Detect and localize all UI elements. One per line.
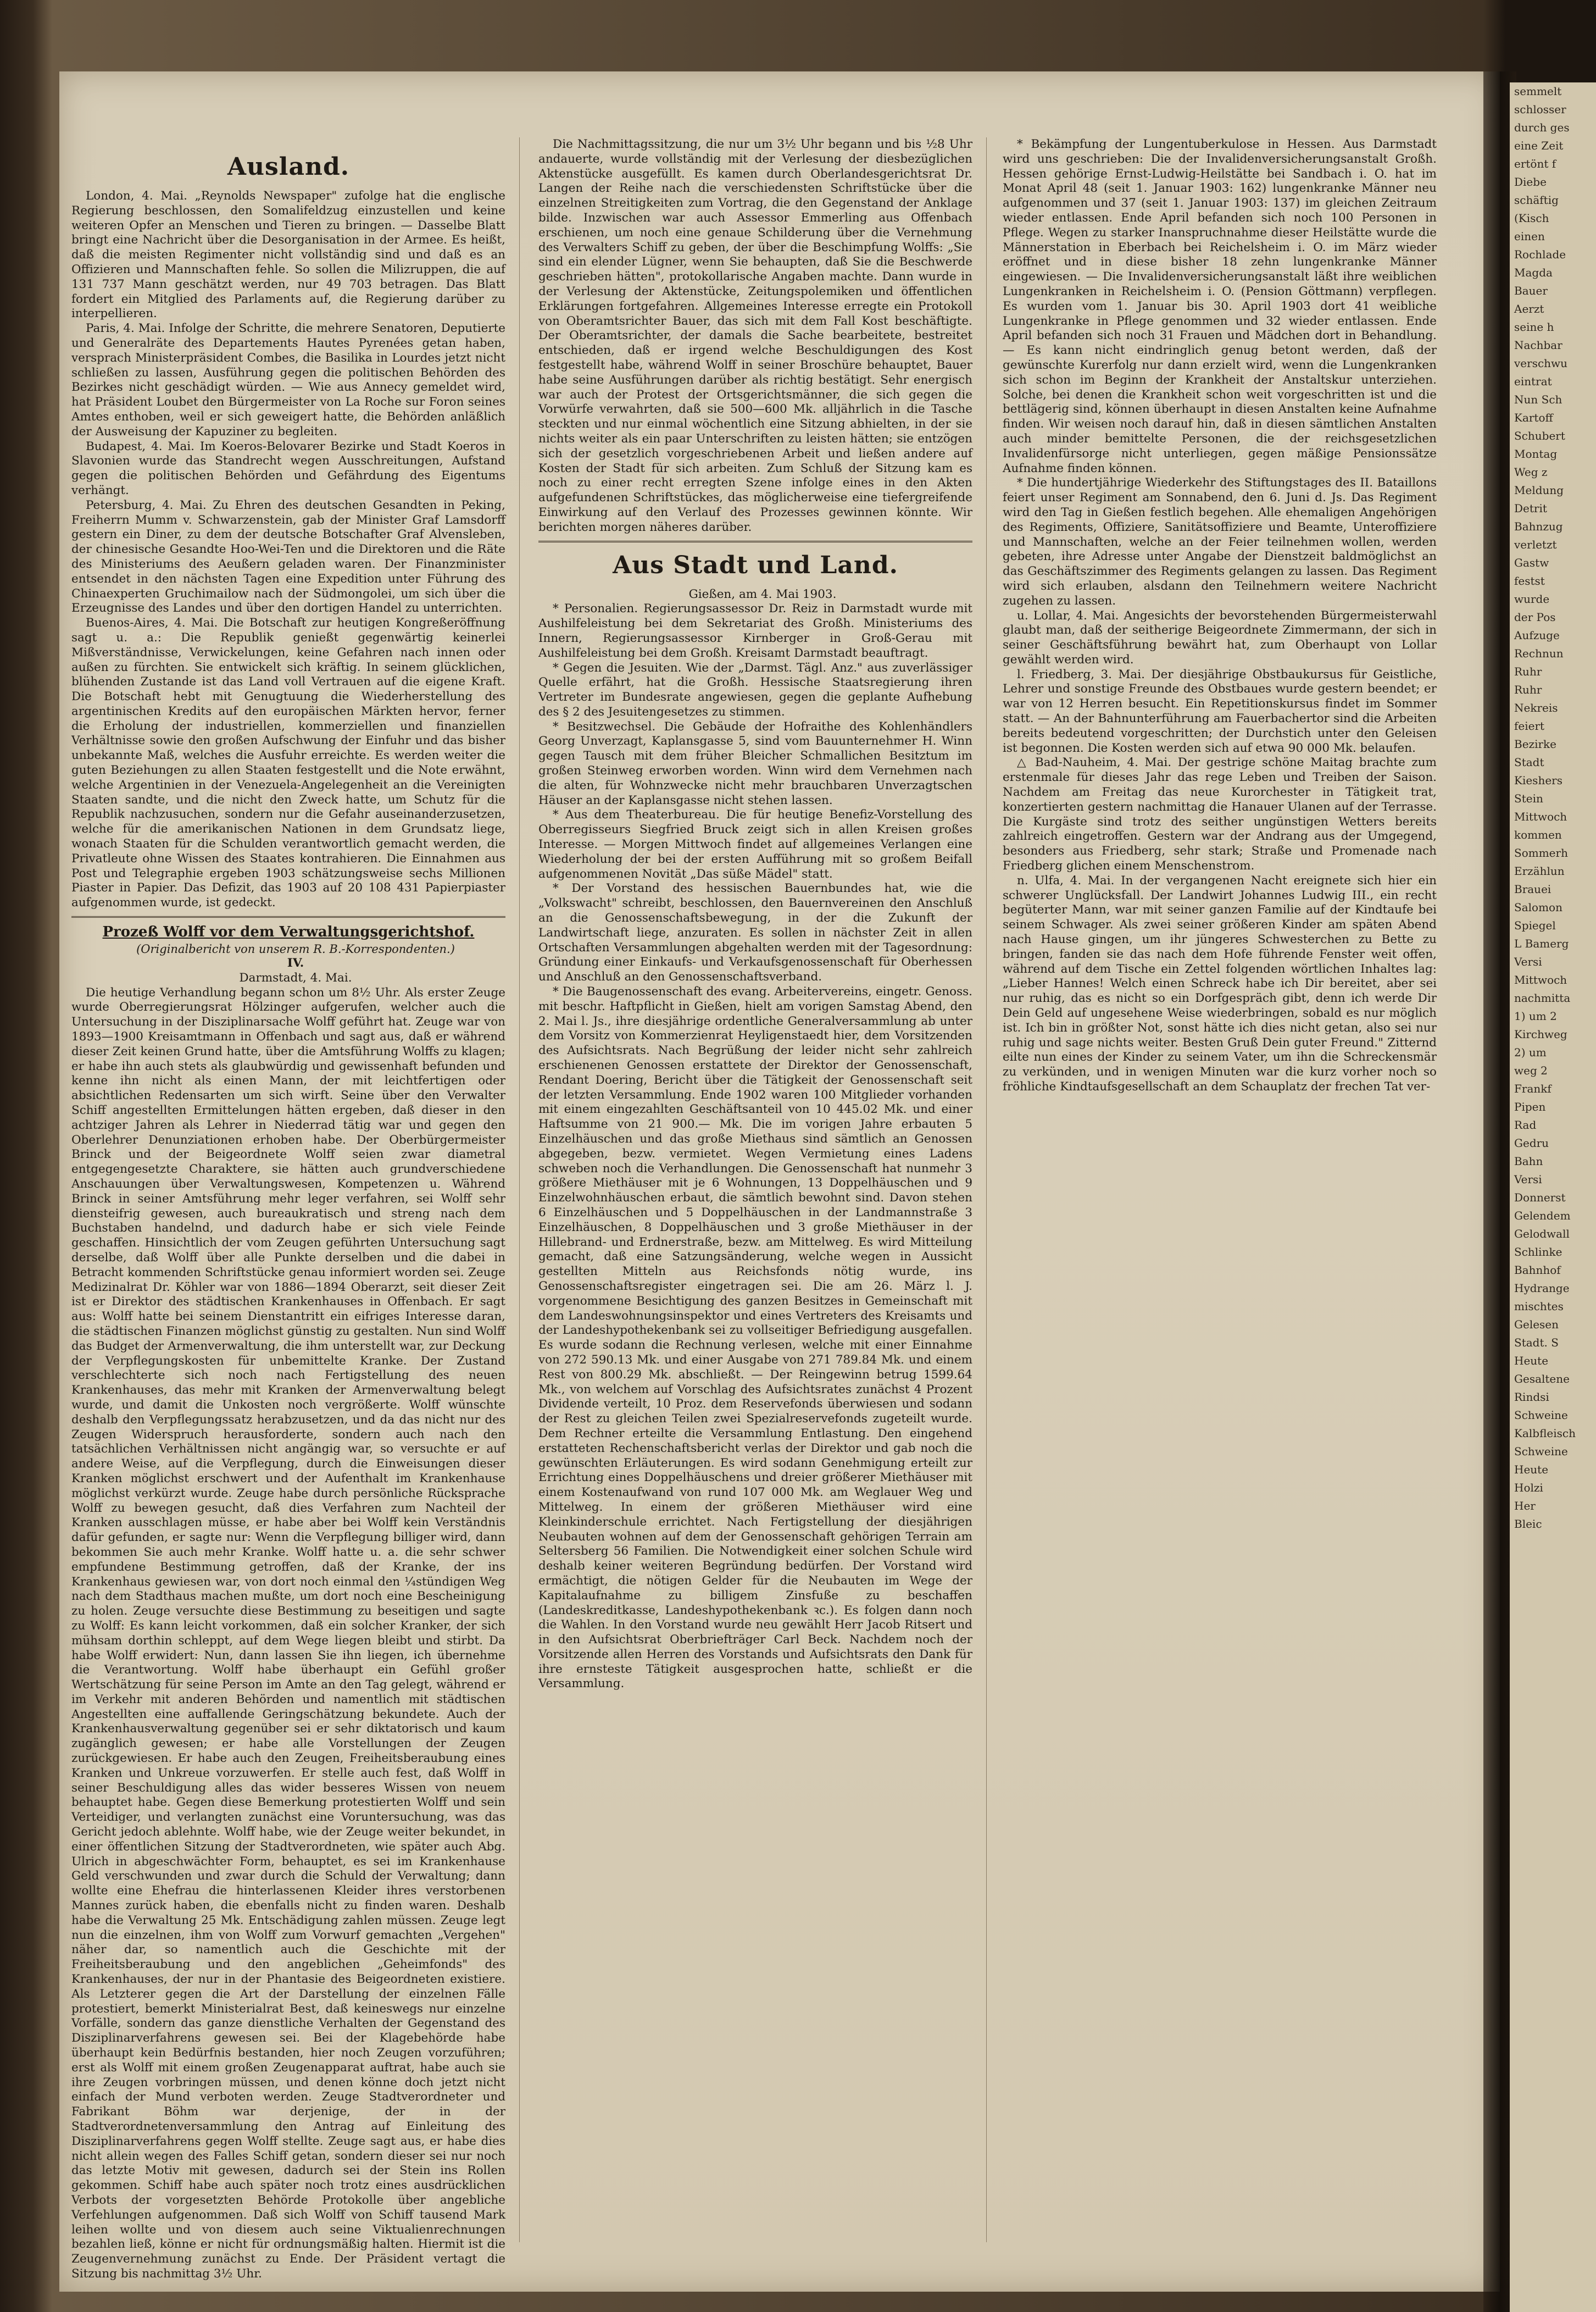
adjacent-page-edge: [1510, 82, 1596, 2312]
adjacent-page-line: Rechnun: [1514, 647, 1564, 660]
adjacent-page-line: Bahnhof: [1514, 1263, 1561, 1277]
adjacent-page-line: der Pos: [1514, 611, 1556, 624]
adjacent-page-line: festst: [1514, 574, 1545, 587]
article-paragraph: Petersburg, 4. Mai. Zu Ehren des deutschen Gesandten in Peking, Freiherrn Mumm v. Schwarzenstein, gab der Minister Graf Lamsdorff gestern ein Diner, zu dem der deutsche Botschafter Graf Alvensleben, der chinesische Gesandte Hoo-Wei-Ten und die Direktoren und die Räte des Ministeriums des Aeußern geladen waren. Der Finanzminister entsendet in den nächsten Tagen eine Expedition unter Führung des Chinaexperten Gruchimailow nach der Südmongolei, um sich über die Erzeugnisse des Landes und über den dortigen Handel zu unterrichten.: [71, 498, 505, 616]
article-number: IV.: [287, 956, 304, 971]
adjacent-page-line: Aufzuge: [1514, 629, 1560, 642]
article-paragraph: * Besitzwechsel. Die Gebäude der Hofraithe des Kohlenhändlers Georg Unverzagt, Kaplansgasse 5, sind vom Bauunternehmer H. Winn gegen Tausch mit dem früher Bleicher Schmallichen Besitztum im großen Steinweg erworben worden. Winn wird dem Vernehmen nach die alten, für Wohnzwecke nicht mehr brauchbaren Unverzagtschen Häuser an der Kaplansgasse nicht stehen lassen.: [538, 719, 972, 807]
adjacent-page-line: Heute: [1514, 1354, 1549, 1367]
adjacent-page-line: schlosser: [1514, 103, 1566, 116]
adjacent-page-line: Stadt: [1514, 756, 1544, 769]
adjacent-page-line: Spiegel: [1514, 919, 1556, 932]
adjacent-page-line: Nun Sch: [1514, 393, 1562, 406]
adjacent-page-line: wurde: [1514, 592, 1550, 606]
adjacent-page-line: eine Zeit: [1514, 139, 1564, 152]
adjacent-page-line: Weg z: [1514, 465, 1548, 479]
article-paragraph: u. Lollar, 4. Mai. Angesichts der bevorstehenden Bürgermeisterwahl glaubt man, daß der seitherige Beigeordnete Zimmermann, der sich in seiner Geschäftsführung bewährt hat, zum Oberhaupt von Lollar gewählt werden wird.: [1003, 608, 1437, 667]
article-paragraph: l. Friedberg, 3. Mai. Der diesjährige Obstbaukursus für Geistliche, Lehrer und sonstige Freunde des Obstbaues wurde gestern beendet; er war von 12 Herren besucht. Ein Repetitionskursus findet im Sommer statt. — An der Bahnunterführung am Fauerbachertor sind die Arbeiten bereits bedeutend vorgeschritten; der Durchstich unter den Geleisen ist begonnen. Die Kosten werden sich auf etwa 90 000 Mk. belaufen.: [1003, 667, 1437, 755]
column-1: [71, 144, 505, 2281]
adjacent-page-line: Versi: [1514, 1173, 1542, 1186]
adjacent-page-line: Erzählun: [1514, 864, 1565, 878]
adjacent-page-line: Gelendem: [1514, 1209, 1571, 1222]
article-paragraph: * Die Baugenossenschaft des evang. Arbeitervereins, eingetr. Genoss. mit beschr. Haftpflicht in Gießen, hielt am vorigen Samstag Abend, den 2. Mai l. Js., ihre diesjährige ordentliche Generalversammlung ab unter dem Vorsitz von Kommerzienrat Heyligenstaedt hier, dem Vorsitzenden des Aufsichtsrats. Nach Begrüßung der leider nicht sehr zahlreich erschienenen Genossen erstattete der Direktor der Genossenschaft, Rendant Doering, Bericht über die Tätigkeit der Genossenschaft seit der letzten Versammlung. Ende 1902 waren 100 Mitglieder vorhanden mit einem eingezahlten Geschäftsanteil von 10 445.02 Mk. und einer Haftsumme von 21 900.— Mk. Die im vorigen Jahre erbauten 5 Einzelhäuschen und das große Miethaus sind sämtlich an Genossen abgegeben, bezw. vermietet. Wegen Vermietung eines Ladens schweben noch die Verhandlungen. Die Genossenschaft hat nunmehr 3 größere Miethäuser mit je 6 Wohnungen, 13 Doppelhäuschen und 9 Einzelwohnhäuschen erbaut, die sämtlich bewohnt sind. Davon stehen 6 Einzelhäuschen und 5 Doppelhäuschen in der Landmannstraße 3 Einzelhäuschen, 8 Doppelhäuschen und 3 große Miethäuser in der Hillebrand- und Erdnerstraße, bezw. am Mittelweg. Es wird Mitteilung gemacht, daß eine Satzungsänderung, welche wegen in Aussicht gestellten Mitteln aus Reichsfonds nötig wurde, ins Genossenschaftsregister eingetragen sei. Die am 26. März l. J. vorgenommene Besichtigung des ganzen Besitzes in Gemeinschaft mit dem Landeswohnungsinspektor und eines Vertreters des Kreisamts und der Landeshypothekenbank sei zu vollseitiger Befriedigung ausgefallen. Es wurde sodann die Rechnung verlesen, welche mit einer Einnahme von 272 590.13 Mk. und einer Ausgabe von 271 789.84 Mk. und einem Rest von 800.29 Mk. abschließt. — Der Reingewinn betrug 1599.64 Mk., von welchem auf Vorschlag des Aufsichtsrates zunächst 4 Prozent Dividende verteilt, 10 Proz. dem Reservefonds überwiesen und sodann der Rest zu gleichen Teilen zwei Spezialreservefonds zugeteilt wurde. Dem Rechner erteilte die Versammlung Entlastung. Den eingehend erstatteten Rechenschaftsbericht verlas der Direktor und gab noch die gewünschten Erläuterungen. Es wird sodann Genehmigung erteilt zur Errichtung eines Doppelhäuschens und dreier größerer Miethäuser mit einem Kostenaufwand von rund 107 000 Mk. am Weglauer Weg und Mittelweg. In einem der größeren Miethäuser wird eine Kleinkinderschule errichtet. Nach Fertigstellung der diesjährigen Neubauten wohnen auf dem der Genossenschaft gehörigen Terrain am Seltersberg 56 Familien. Die Notwendigkeit einer solchen Schule wird deshalb keiner weiteren Begründung bedürfen. Der Vorstand wird ermächtigt, die nötigen Gelder für die Neubauten im Wege der Kapitalaufnahme zu billigem Zinsfuße zu beschaffen (Landeskreditkasse, Landeshypothekenbank ꝛc.). Es folgen dann noch die Wahlen. In den Vorstand wurde neu gewählt Herr Jacob Ritsert und in den Aufsichtsrat Oberbriefträger Carl Beck. Nachdem noch der Vorsitzende allen Herren des Vorstands und Aufsichtsrats den Dank für ihre ernsteste Tätigkeit ausgesprochen hatte, schließt er die Versammlung.: [538, 985, 972, 1691]
adjacent-page-line: Salomon: [1514, 901, 1562, 914]
adjacent-page-line: semmelt: [1514, 85, 1562, 98]
article-dateline: Darmstadt, 4. Mai.: [239, 971, 352, 985]
column-3-flow: [1003, 137, 1437, 1095]
section-rule: [538, 541, 972, 542]
adjacent-page-line: 1) um 2: [1514, 1010, 1557, 1023]
adjacent-page-line: Nekreis: [1514, 701, 1558, 714]
adjacent-page-line: Meldung: [1514, 484, 1564, 497]
adjacent-page-line: Mittwoch: [1514, 810, 1567, 823]
adjacent-page-line: Mittwoch: [1514, 973, 1567, 986]
adjacent-page-line: Kartoff: [1514, 411, 1553, 424]
adjacent-page-line: Heute: [1514, 1463, 1549, 1476]
adjacent-page-line: Sommerh: [1514, 846, 1568, 860]
article-paragraph: Die heutige Verhandlung begann schon um 8½ Uhr. Als erster Zeuge wurde Oberregierungsrat Hölzinger aufgerufen, welcher auch die Untersuchung in der Disziplinarsache Wolff geführt hat. Zeuge war von 1893—1900 Kreisamtmann in Offenbach und sagt aus, daß er während dieser Zeit keinen Grund hatte, über die Amtsführung Wolffs zu klagen; er habe ihn auch stets als glaubwürdig und gewissenhaft befunden und kenne ihn nicht als einen Mann, der mit leichtfertigen oder absichtlichen Redensarten um sich wirft. Seine über den Verwalter Schiff angestellten Ermittelungen hätten ergeben, daß dieser in den achtziger Jahren als Lehrer in Niederrad tätig war und gegen den Oberlehrer Denunziationen erhoben habe. Der Oberbürgermeister Brinck und der Beigeordnete Wolff seien zwar diametral entgegengesetzte Charaktere, sie hätten auch grundverschiedene Anschauungen über Verwaltungswesen, Kompetenzen u. Während Brinck in seiner Amtsführung mehr leger verfahren, sei Wolff sehr diensteifrig gewesen, auch bureaukratisch und streng nach dem Buchstaben handelnd, und dadurch habe er sich viele Feinde geschaffen. Hinsichtlich der vom Zeugen geführten Untersuchung sagt derselbe, daß Wolff über alle Punkte derselben und die dabei in Betracht kommenden Schriftstücke genau informiert worden sei. Zeuge Medizinalrat Dr. Köhler war von 1886—1894 Oberarzt, seit dieser Zeit ist er Direktor des städtischen Krankenhauses in Offenbach. Er sagt aus: Wolff hatte bei seinem Dienstantritt ein eifriges Interesse daran, die städtischen Finanzen möglichst günstig zu gestalten. Nun sind Wolff das Budget der Armenverwaltung, die ihm unterstellt war, zur Deckung der Verpflegungskosten für unbemittelte Kranke. Der Zustand verschlechterte sich noch nach Fertigstellung des neuen Krankenhauses, das mehr mit Kranken der Armenverwaltung belegt wurde, und damit die Unkosten noch vergrößerte. Wolff wünschte deshalb den Verpflegungssatz herabzusetzen, und da das nicht nur des Zeugen Widerspruch herausforderte, sondern auch nach den tatsächlichen Verhältnissen nicht angängig war, so versuchte er auf andere Weise, auf die Verpflegung, durch die Einweisungen dieser Kranken möglichst erschwert und der Aufenthalt im Krankenhause möglichst verkürzt wurde. Zeuge habe durch persönliche Rücksprache Wolff zu bewegen gesucht, daß dies Verfahren zum Nachteil der Kranken ausschlagen müsse, er habe aber bei Wolff kein Verständnis dafür gefunden, er sagte nur: Wenn die Verpflegung billiger wird, dann bekommen Sie auch mehr Kranke. Wolff hatte u. a. die sehr schwer empfundene Bestimmung getroffen, daß der Kranke, der ins Krankenhaus gewiesen war, von dort noch einmal den ¼stündigen Weg nach dem Stadthaus machen mußte, um dort noch eine Bescheinigung zu holen. Zeuge versuchte diese Bestimmung zu beseitigen und sagte zu Wolff: Es kann leicht vorkommen, daß ein solcher Kranker, der sich mühsam dorthin schleppt, auf dem Wege liegen bleibt und stirbt. Da habe Wolff erwidert: Nun, dann lassen Sie ihn liegen, ich übernehme die Verantwortung. Wolff habe überhaupt ein Gefühl großer Wertschätzung für seine Person im Amte an den Tag gelegt, während er im Verkehr mit anderen Behörden und namentlich mit städtischen Angestellten eine auffallende Geringschätzung bekundete. Auch der Krankenhausverwaltung gegenüber sei er sehr diktatorisch und kaum zugänglich gewesen; er habe alle Vorstellungen der Zeugen zurückgewiesen. Er habe auch den Zeugen, Freiheitsberaubung eines Kranken und Unkreue vorzuwerfen. Er stelle auch fest, daß Wolff in seiner Beschuldigung alles das wider besseres Wissen von neuem behauptet habe. Gegen diese Bemerkung protestierten Wolff und sein Verteidiger, und verlangten zunächst eine Voruntersuchung, was das Gericht jedoch ablehnte. Wolff habe, wie der Zeuge weiter bekundet, in einer öffentlichen Sitzung der Stadtverordneten, wie später auch Abg. Ulrich in abgeschwächter Form, behauptet, es sei im Krankenhause Geld verschwunden und zwar durch die Schuld der Verwaltung; dann wollte eine Ehefrau die hinterlassenen Kleider ihres verstorbenen Mannes zurück haben, die ebenfalls nicht zu finden waren. Deshalb habe die Verwaltung 25 Mk. Entschädigung zahlen müssen. Zeuge legt nun die einzelnen, ihm von Wolff zum Vorwurf gemachten „Vergehen" näher dar, so namentlich auch die Geschichte mit der Freiheitsberaubung und den angeblichen „Geheimfonds" des Krankenhauses, der nur in der Phantasie des Beigeordneten existiere. Als Letzterer gegen die Art der Darstellung der einzelnen Fälle protestiert, bemerkt Ministerialrat Best, daß keineswegs nur einzelne Vorfälle, sondern das ganze dienstliche Verhalten der Gegenstand des Disziplinarverfahrens gewesen sei. Bei der Klagebehörde habe überhaupt kein Bedürfnis bestanden, hier noch Zeugen vorzuführen; erst als Wolff mit einem großen Zeugenapparat auftrat, habe auch sie ihre Zeugen vorbringen müssen, und denen könne doch jetzt nicht einfach der Mund verboten werden. Zeuge Stadtverordneter und Fabrikant Böhm war derjenige, der in der Stadtverordnetenversammlung den Antrag auf Einleitung des Disziplinarverfahrens gegen Wolff stellte. Zeuge sagt aus, er habe dies nicht allein wegen des Falles Schiff getan, sondern dieser sei nur noch das letzte Motiv mit gewesen, dadurch sei der Stein ins Rollen gekommen. Schiff habe auch später noch trotz eines ausdrücklichen Verbots der vorgesetzten Behörde Protokolle über angebliche Verfehlungen aufgenommen. Daß sich Wolff von Schiff tausend Mark leihen wollte und von diesem auch seine Viktualienrechnungen bezahlen ließ, könne er nicht für ordnungsmäßig halten. Hiermit ist die Zeugenvernehmung zunächst zu Ende. Der Präsident vertagt die Sitzung bis nachmittag 3½ Uhr.: [71, 985, 505, 2281]
adjacent-page-line: Bahnzug: [1514, 520, 1563, 533]
adjacent-page-line: Gelodwall: [1514, 1227, 1570, 1240]
adjacent-page-line: Bleic: [1514, 1517, 1542, 1531]
adjacent-page-line: L Bamerg: [1514, 937, 1569, 950]
article-dateline: Gießen, am 4. Mai 1903.: [688, 587, 837, 601]
adjacent-page-line: kommen: [1514, 828, 1562, 841]
article-paragraph: Budapest, 4. Mai. Im Koeros-Belovarer Bezirke und Stadt Koeros in Slavonien wurde das Standrecht wegen Ausschreitungen, Aufstand gegen die politischen Behörden und Gefährdung des Eigentums verhängt.: [71, 439, 505, 497]
article-paragraph: n. Ulfa, 4. Mai. In der vergangenen Nacht ereignete sich hier ein schwerer Unglücksfall. Der Landwirt Johannes Ludwig III., ein recht begüterter Mann, war mit seiner ganzen Familie auf der Kindtaufe bei seinem Schwager. Als zwei seiner größeren Kinder am späten Abend nach Hause gingen, um ihr jüngeres Schwesterchen zu Bette zu bringen, fanden sie das nach dem Hofe führende Fenster weit offen, während auf dem Tische ein Zettel folgenden wörtlichen Inhaltes lag: „Lieber Hannes! Welch einen Schreck habe ich Dir bereitet, aber sei nur ruhig, das es nicht so ein Dorfgespräch gibt, denn ich werde Dir Dein Geld auf ungesehene Weise wiederbringen, sobald es nur möglich ist. Ich bin in größter Not, sonst hätte ich dies nicht getan, also sei nur ruhig und sage nichts weiter. Besten Gruß Dein guter Freund." Zitternd eilte nun eines der Kinder zu seinem Vater, um ihn die Schreckensmär zu verkünden, und in wenigen Minuten war die kurz vorher noch so fröhliche Kindtaufsgesellschaft an dem Schauplatz der frechen Tat ver-: [1003, 873, 1437, 1094]
article-paragraph: △ Bad-Nauheim, 4. Mai. Der gestrige schöne Maitag brachte zum erstenmale für dieses Jahr das rege Leben und Treiben der Saison. Nachdem am Freitag das neue Kurorchester in Tätigkeit trat, konzertierten gestern nachmittag die Hanauer Ulanen auf der Terrasse. Die Kurgäste sind trotz des seither ungünstigen Wetters bereits zahlreich eingetroffen. Gestern war der Andrang aus der Umgegend, besonders aus Friedberg, sehr stark; Straße und Promenade nach Friedberg glichen einem Menschenstrom.: [1003, 756, 1437, 873]
article-paragraph: London, 4. Mai. „Reynolds Newspaper" zufolge hat die englische Regierung beschlossen, den Somalifeldzug einzustellen und keine weiteren Opfer an Menschen und Tieren zu bringen. — Dasselbe Blatt bringt eine Nachricht über die Desorganisation in der Armee. Es heißt, daß die meisten Regimenter nicht vollständig sind und daß es an Offizieren und Mannschaften fehle. So sollen die Milizruppen, die auf 131 737 Mann geschätzt werden, nur 49 703 betragen. Das Blatt fordert ein Mitglied des Parlaments auf, die Regierung darüber zu interpellieren.: [71, 189, 505, 321]
adjacent-page-line: Donnerst: [1514, 1191, 1566, 1204]
adjacent-page-line: Her: [1514, 1499, 1536, 1512]
article-paragraph: Paris, 4. Mai. Infolge der Schritte, die mehrere Senatoren, Deputierte und Generalräte des Departements Hautes Pyrenées getan haben, versprach Ministerpräsident Combes, die Basilika in Lourdes jetzt nicht schließen zu lassen, Ausführung gegen die politischen Behörden des Bezirkes nicht geschädigt würden. — Wie aus Annecy gemeldet wird, hat Präsident Loubet den Bürgermeister von La Roche sur Foron seines Amtes enthoben, weil er sich geweigert hatte, die Behörden anläßlich der Ausweisung der Kapuziner zu begleiten.: [71, 321, 505, 439]
adjacent-page-line: verletzt: [1514, 538, 1557, 551]
column-2: [538, 137, 972, 2242]
adjacent-page-line: nachmitta: [1514, 991, 1571, 1005]
adjacent-page-line: Pipen: [1514, 1100, 1546, 1113]
article-paragraph: * Personalien. Regierungsassessor Dr. Reiz in Darmstadt wurde mit Aushilfeleistung bei dem Sekretariat des Großh. Ministeriums des Innern, Regierungsassessor Kirnberger in Groß-Gerau mit Aushilfeleistung bei dem Großh. Kreisamt Darmstadt beauftragt.: [538, 602, 972, 660]
adjacent-page-line: 2) um: [1514, 1046, 1547, 1059]
section-rule: [71, 916, 505, 918]
article-paragraph: Die Nachmittagssitzung, die nur um 3½ Uhr begann und bis ½8 Uhr andauerte, wurde vollständig mit der Verlesung der diesbezüglichen Aktenstücke ausgefüllt. Es kamen durch Oberlandesgerichtsrat Dr. Langen der Reihe nach die verschiedensten Schriftstücke über die einzelnen Streitigkeiten zum Vortrag, die den Gegenstand der Anklage bilde. Inzwischen war auch Assessor Emmerling aus Offenbach erschienen, um noch eine genaue Schilderung über die Vernehmung des Verwalters Schiff zu geben, der über die Beschimpfung Wolffs: „Sie sind ein elender Lügner, wenn Sie behaupten, daß Sie die Beschwerde geschrieben hätten", protokollarische Angaben machte. Dann wurde in der Verlesung der Aktenstücke, Zeitungspolemiken und öffentlichen Erklärungen fortgefahren. Allgemeines Interesse erregte ein Protokoll von Oberamtsrichter Bauer, das sich mit dem Fall Kost beschäftigte. Der Oberamtsrichter, der damals die Sache bearbeitete, bestreitet entschieden, daß er irgend welche Beschuldigungen des Kost festgestellt habe, während Wolff in seiner Broschüre behauptet, Bauer habe seine Ausführungen darüber als richtig bestätigt. Sehr energisch war auch der Protest der Ortsgerichtsmänner, die sich gegen die Vorwürfe verwahrten, daß sie 500—600 Mk. alljährlich in die Tasche steckten und nur einmal wöchentlich eine Sitzung abhielten, in der sie nichts weiter als ein paar Unterschriften zu leisten hätten; sie entzögen sich der gesetzlich vorgeschriebenen Arbeit und ließen andere auf Kosten der Stadt für sich arbeiten. Zum Schluß der Sitzung kam es noch zu einer recht erregten Szene infolge eines in den Akten aufgefundenen Schriftstückes, das möglicherweise eine tiefergreifende Einwirkung auf den Verlauf des Prozesses gewinnen könnte. Wir berichten morgen näheres darüber.: [538, 137, 972, 534]
adjacent-page-line: Schubert: [1514, 429, 1565, 442]
article-paragraph: * Die hundertjährige Wiederkehr des Stiftungstages des II. Bataillons feiert unser Regiment am Sonnabend, den 6. Juni d. Js. Das Regiment wird den Tag in Gießen festlich begehen. Alle ehemaligen Angehörigen des Regiments, Offiziere, Sanitätsoffiziere und Beamte, Unteroffiziere und Mannschaften, welche an der Feier teilnehmen wollen, werden gebeten, ihre Adresse unter Angabe der Dienstzeit baldmöglichst an das Geschäftszimmer des Regiments gelangen zu lassen. Das Regiment wird sich erlauben, alsdann den Teilnehmern weitere Nachricht zugehen zu lassen.: [1003, 476, 1437, 608]
article-paragraph: * Bekämpfung der Lungentuberkulose in Hessen. Aus Darmstadt wird uns geschrieben: Die der Invalidenversicherungsanstalt Großh. Hessen gehörige Ernst-Ludwig-Heilstätte bei Sandbach i. O. hat im Monat April 48 (seit 1. Januar 1903: 162) lungenkranke Männer neu aufgenommen und 37 (seit 1. Januar 1903: 137) im gleichen Zeitraum wieder entlassen. Ende April befanden sich noch 100 Personen in Pflege. Wegen zu starker Inanspruchnahme dieser Heilstätte wurde die Männerstation in Eberbach bei Reichelsheim i. O. im März wieder eröffnet und in diese bisher 18 zehn lungenkranke Männer eingewiesen. — Die Invalidenversicherungsanstalt läßt ihre weiblichen Lungenkranken in Reichelsheim i. O. (Pension Göttmann) verpflegen. Es wurden vom 1. Januar bis 30. April 1903 dort 41 weibliche Lungenkranke in Pflege genommen und 32 wieder entlassen. Ende April befanden sich noch 31 Frauen und Mädchen dort in Behandlung. — Es kann nicht eindringlich genug betont werden, daß der gewünschte Kurerfolg nur dann erzielt wird, wenn die Lungenkranken sich schon im Beginn der Krankheit der Anstaltskur unterziehen. Solche, bei denen die Krankheit schon weit vorgeschritten ist und die bettlägerig sind, können überhaupt in diesen Anstalten keine Aufnahme finden. Wir weisen noch darauf hin, daß in diesen sämtlichen Anstalten auch minder bemittelte Personen, die der reichsgesetzlichen Invalidenfürsorge nicht unterliegen, gegen mäßige Pensionssätze Aufnahme finden können.: [1003, 137, 1437, 475]
adjacent-page-line: Gastw: [1514, 556, 1549, 569]
article-paragraph: * Der Vorstand des hessischen Bauernbundes hat, wie die „Volkswacht" schreibt, beschlossen, den Bauernvereinen den Anschluß an die Genossenschaftsbewegung, in der die Zukunft der Landwirtschaft liege, anzuraten. Es sollen in nächster Zeit in allen Ortschaften Versammlungen abgehalten werden mit der Tagesordnung: Gründung einer Einkaufs- und Verkaufsgenossenschaft für Oberhessen und Anschluß an den Genossenschaftsverband.: [538, 881, 972, 984]
adjacent-page-line: Schweine: [1514, 1409, 1568, 1422]
adjacent-page-line: weg 2: [1514, 1064, 1548, 1077]
adjacent-page-line: Kalbfleisch: [1514, 1427, 1576, 1440]
adjacent-page-line: Kieshers: [1514, 774, 1562, 787]
adjacent-page-line: Schweine: [1514, 1445, 1568, 1458]
adjacent-page-fragments: [1510, 82, 1596, 1533]
adjacent-page-line: Frankf: [1514, 1082, 1551, 1095]
adjacent-page-line: schäftig: [1514, 193, 1559, 207]
adjacent-page-line: feiert: [1514, 719, 1545, 733]
article-byline: (Originalbericht von unserem R. B.-Korrespondenten.): [136, 942, 455, 956]
adjacent-page-line: Gelesen: [1514, 1318, 1559, 1331]
adjacent-page-line: verschwu: [1514, 357, 1568, 370]
adjacent-page-line: Stadt. S: [1514, 1336, 1559, 1349]
section-heading-prozess: Prozeß Wolff vor dem Verwaltungsgerichtshof.: [102, 924, 475, 941]
adjacent-page-line: Rochlade: [1514, 248, 1566, 261]
article-paragraph: * Aus dem Theaterbureau. Die für heutige Benefiz-Vorstellung des Oberregisseurs Siegfried Bruck zeigt sich in allen Kreisen großes Interesse. — Morgen Mittwoch findet auf allgemeines Verlangen eine Wiederholung der bei der ersten Aufführung mit so großem Beifall aufgenommenen Novität „Das süße Mädel" statt.: [538, 808, 972, 881]
adjacent-page-line: Detrit: [1514, 502, 1547, 515]
adjacent-page-line: Rindsi: [1514, 1390, 1549, 1404]
adjacent-page-line: Diebe: [1514, 175, 1547, 188]
adjacent-page-line: Bahn: [1514, 1155, 1543, 1168]
adjacent-page-line: Kirchweg: [1514, 1028, 1567, 1041]
article-paragraph: Buenos-Aires, 4. Mai. Die Botschaft zur heutigen Kongreßeröffnung sagt u. a.: Die Republik genießt gegenwärtig keinerlei Mißverständnisse, Verwickelungen, keine Gefahren nach innen oder außen zu fürchten. Sie entwickelt sich kräftig. In seinem glücklichen, blühenden Zustande ist das Land voll Vertrauen auf die eigene Kraft. Die Botschaft hebt mit Genugtuung die Wiederherstellung des argentinischen Kredits auf den europäischen Märkten hervor, ferner die Erholung der industriellen, kommerziellen und finanziellen Verhältnisse sowie den großen Aufschwung der Einfuhr und das bisher unbekannte Maß, welches die Ausfuhr erreichte. Es werden weiter die guten Beziehungen zu allen Staaten festgestellt und die Note erwähnt, welche Argentinien in der Venezuela-Angelegenheit an die Vereinigten Staaten sandte, und die nicht den Zweck hatte, um Schutz für die Republik nachzusuchen, sondern nur die Gefahr auseinanderzusetzen, welche für die amerikanischen Nationen in dem Grundsatz liege, wonach Staaten für die Schulden verantwortlich gemacht werden, die Privatleute ohne Wissen des Staates kontrahieren. Die Einnahmen aus Post und Telegraphie ergeben 1903 schätzungsweise sechs Millionen Piaster in Papier. Das Defizit, das 1903 auf 20 108 431 Papierpiaster aufgenommen wurde, ist gedeckt.: [71, 616, 505, 910]
adjacent-page-line: Versi: [1514, 955, 1542, 968]
adjacent-page-line: Rad: [1514, 1118, 1537, 1132]
adjacent-page-line: Aerzt: [1514, 302, 1544, 315]
adjacent-page-line: Ruhr: [1514, 683, 1542, 696]
column-2-flow: [538, 137, 972, 1692]
adjacent-page-line: eintrat: [1514, 375, 1552, 388]
adjacent-page-line: ertönt f: [1514, 157, 1556, 170]
adjacent-page-line: Nachbar: [1514, 339, 1562, 352]
adjacent-page-line: einen: [1514, 230, 1545, 243]
adjacent-page-line: mischtes: [1514, 1300, 1564, 1313]
column-divider: [986, 137, 987, 2242]
adjacent-page-line: Holzi: [1514, 1481, 1543, 1494]
adjacent-page-line: seine h: [1514, 320, 1554, 334]
section-heading-ausland: Ausland.: [227, 153, 350, 181]
adjacent-page-line: Hydrange: [1514, 1282, 1570, 1295]
adjacent-page-line: Stein: [1514, 792, 1543, 805]
adjacent-page-line: Ruhr: [1514, 665, 1542, 678]
adjacent-page-line: Schlinke: [1514, 1245, 1562, 1258]
adjacent-page-line: (Kisch: [1514, 212, 1549, 225]
adjacent-page-line: Brauei: [1514, 883, 1551, 896]
section-heading-stadt: Aus Stadt und Land.: [613, 551, 898, 579]
article-paragraph: * Gegen die Jesuiten. Wie der „Darmst. Tägl. Anz." aus zuverlässiger Quelle erfährt, hat die Großh. Hessische Staatsregierung ihren Vertreter im Bundesrate angewiesen, gegen die geplante Aufhebung des § 2 des Jesuitengesetzes zu stimmen.: [538, 661, 972, 719]
adjacent-page-line: Gedru: [1514, 1136, 1549, 1150]
column-3: [1003, 137, 1437, 2242]
column-divider: [519, 137, 520, 2242]
adjacent-page-line: Gesaltene: [1514, 1372, 1570, 1385]
adjacent-page-line: Bezirke: [1514, 738, 1556, 751]
adjacent-page-line: durch ges: [1514, 121, 1570, 134]
adjacent-page-line: Magda: [1514, 266, 1553, 279]
adjacent-page-line: Bauer: [1514, 284, 1548, 297]
adjacent-page-line: Montag: [1514, 447, 1558, 461]
